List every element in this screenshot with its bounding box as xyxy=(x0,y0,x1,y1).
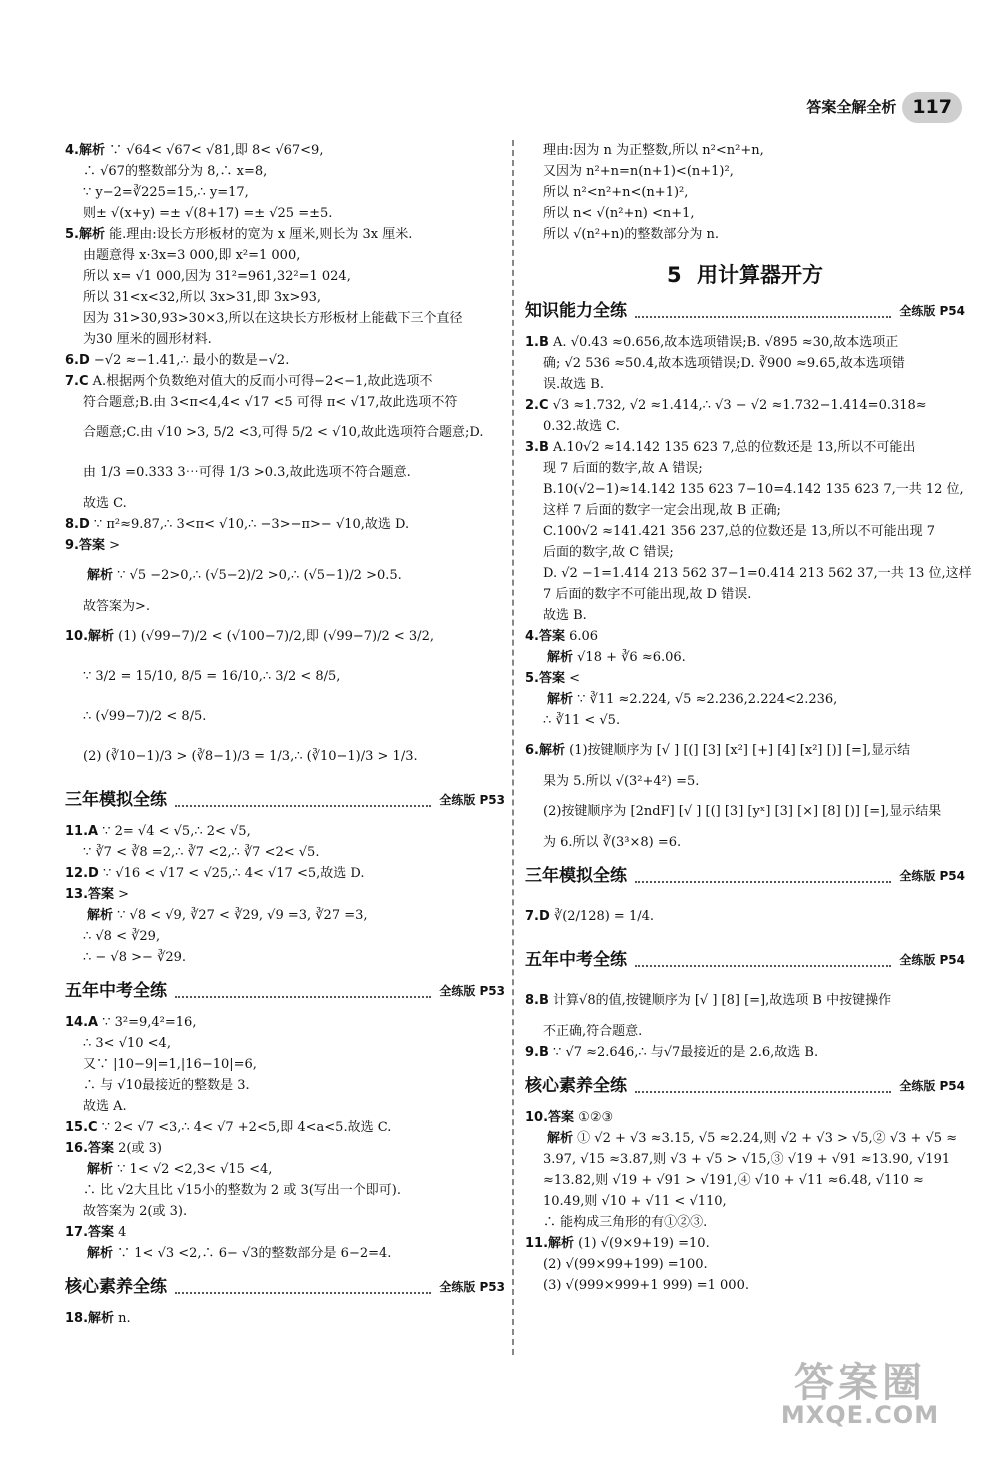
answer-line xyxy=(525,542,965,563)
answer-line xyxy=(525,1021,965,1042)
question-label: 解析 xyxy=(87,568,114,583)
line-text: 6.06 xyxy=(564,629,599,644)
answer-line xyxy=(65,1138,505,1159)
line-text: 能.理由:设长方形板材的宽为 x 厘米,则长为 3x 厘米. xyxy=(104,227,413,242)
header-title: 答案全解全析 xyxy=(806,97,897,116)
answer-line xyxy=(65,1075,505,1096)
answer-line xyxy=(65,884,505,905)
answer-line xyxy=(65,1054,505,1075)
answer-line xyxy=(65,182,505,203)
line-text: ∴ 比 √2大且比 √15小的整数为 2 或 3(写出一个即可). xyxy=(83,1183,401,1198)
question-label: 解析 xyxy=(547,692,574,707)
answer-line xyxy=(525,1149,965,1170)
line-text: (1)按键顺序为 [√ ] [(] [3] [x²] [+] [4] [x²] [)] [=],显示结 xyxy=(564,743,911,758)
question-label: 5.答案 xyxy=(525,671,565,686)
section-page-tag: 全练版 P54 xyxy=(899,869,965,883)
line-text: B.10(√2−1)≈14.142 135 623 7−10=4.142 135 623 7,一共 12 位, xyxy=(543,482,964,497)
line-text: 故选 C. xyxy=(83,496,127,511)
answer-line xyxy=(525,710,965,731)
section-header xyxy=(65,978,505,1004)
section-page-tag: 全练版 P54 xyxy=(899,304,965,318)
answer-line xyxy=(65,863,505,884)
answer-line xyxy=(65,657,505,697)
line-text: 7 后面的数字不可能出现,故 D 错误. xyxy=(543,587,752,602)
line-text: 0.32.故选 C. xyxy=(543,419,620,434)
right-column xyxy=(525,140,972,1296)
line-text: 现 7 后面的数字,故 A 错误; xyxy=(543,461,703,476)
question-label: 1.B xyxy=(525,335,549,350)
watermark xyxy=(740,1360,980,1453)
answer-line xyxy=(65,161,505,182)
line-text: (2)按键顺序为 [2ndF] [√ ] [(] [3] [yˣ] [3] [×] [8] [)] [=],显示结果 xyxy=(543,804,942,819)
line-text: 故答案为 2(或 3). xyxy=(83,1204,188,1219)
line-text: ∵ 1< √2 <2,3< √15 <4, xyxy=(113,1162,273,1177)
section-title: 核心素养全练 xyxy=(525,1075,627,1096)
answer-line xyxy=(65,514,505,535)
line-text: (3) √(999×999+1 999) =1 000. xyxy=(543,1278,749,1293)
answer-line xyxy=(525,521,965,542)
answer-line xyxy=(65,596,505,617)
line-text: ∴ √8 < ∛29, xyxy=(83,929,161,944)
line-text: 为 6.所以 ∛(3³×8) =6. xyxy=(543,835,682,850)
answer-line xyxy=(65,140,505,161)
line-text: 这样 7 后面的数字一定会出现,故 B 正确; xyxy=(543,503,781,518)
line-text: ∴ √67的整数部分为 8,∴ x=8, xyxy=(83,164,268,179)
answer-line xyxy=(525,1275,965,1296)
line-text: ∵ 1< √3 <2,∴ 6− √3的整数部分是 6−2=4. xyxy=(113,1246,392,1261)
line-text: 为30 厘米的圆形材料. xyxy=(83,332,212,347)
question-label: 11.A xyxy=(65,824,99,839)
answer-line xyxy=(525,1254,965,1275)
question-label: 4.解析 xyxy=(65,143,105,158)
answer-line xyxy=(525,161,965,182)
line-text: 不正确,符合题意. xyxy=(543,1024,643,1039)
line-text: 所以 31<x<32,所以 3x>31,即 3x>93, xyxy=(83,290,322,305)
line-text: 故答案为>. xyxy=(83,599,151,614)
question-label: 2.C xyxy=(525,398,549,413)
answer-line xyxy=(525,224,965,245)
line-text: ∴ 与 √10最接近的整数是 3. xyxy=(83,1078,250,1093)
section-leader-dots xyxy=(635,869,891,883)
answer-line xyxy=(65,329,505,350)
answer-line xyxy=(65,1096,505,1117)
answer-line xyxy=(65,1308,505,1329)
answer-line xyxy=(525,374,965,395)
line-text: ∴ − √8 >− ∛29. xyxy=(83,950,186,965)
line-text: ∵ y−2=∛225=15,∴ y=17, xyxy=(83,185,249,200)
line-text: ∵ ∛11 ≈2.224, √5 ≈2.236,2.224<2.236, xyxy=(573,692,838,707)
line-text: ∵ 2< √7 <3,∴ 4< √7 +2<5,即 4<a<5.故选 C. xyxy=(97,1120,392,1135)
answer-line xyxy=(65,926,505,947)
answer-line xyxy=(65,556,505,596)
line-text: > xyxy=(114,887,130,902)
answer-line xyxy=(525,626,965,647)
line-text: A. √0.43 ≈0.656,故本选项错误;B. √895 ≈30,故本选项正 xyxy=(548,335,899,350)
question-label: 解析 xyxy=(547,650,574,665)
question-label: 解析 xyxy=(87,908,114,923)
section-header xyxy=(65,787,505,813)
section-header xyxy=(525,863,965,889)
line-text: ① √2 + √3 ≈3.15, √5 ≈2.24,则 √2 + √3 > √5,② √3 + √5 ≈ xyxy=(573,1131,958,1146)
section-header xyxy=(525,1073,965,1099)
line-text: A.根据两个负数绝对值大的反而小可得−2<−1,故此选项不 xyxy=(88,374,433,389)
line-text: 故选 B. xyxy=(543,608,587,623)
answer-line xyxy=(65,535,505,556)
section-title: 知识能力全练 xyxy=(525,300,627,321)
line-text: 又∵ |10−9|=1,|16−10|=6, xyxy=(83,1057,257,1072)
answer-line xyxy=(65,1033,505,1054)
answer-line xyxy=(525,832,965,853)
answer-line xyxy=(65,287,505,308)
section-page-tag: 全练版 P53 xyxy=(439,793,505,807)
section-leader-dots xyxy=(175,1280,431,1294)
question-label: 10.解析 xyxy=(65,629,115,644)
answer-line xyxy=(65,371,505,392)
line-text: ∵ π²≈9.87,∴ 3<π< √10,∴ −3>−π>− √10,故选 D. xyxy=(89,517,410,532)
question-label: 7.C xyxy=(65,374,89,389)
question-label: 6.解析 xyxy=(525,743,565,758)
section-title: 三年模拟全练 xyxy=(65,789,167,810)
section-leader-dots xyxy=(635,953,891,967)
answer-line xyxy=(525,668,965,689)
answer-line xyxy=(525,792,965,832)
chapter-number: 5 xyxy=(667,263,682,287)
question-label: 9.答案 xyxy=(65,538,105,553)
line-text: 后面的数字,故 C 错误; xyxy=(543,545,674,560)
question-label: 15.C xyxy=(65,1120,98,1135)
question-label: 14.A xyxy=(65,1015,99,1030)
line-text: ∛(2/128) = 1/4. xyxy=(549,909,655,924)
answer-line xyxy=(65,1012,505,1033)
answer-line xyxy=(65,453,505,493)
line-text: 果为 5.所以 √(3²+4²) =5. xyxy=(543,774,700,789)
line-text: 合题意;C.由 √10 >3, 5/2 <3,可得 5/2 < √10,故此选项符合题意;D. xyxy=(83,425,484,440)
question-label: 解析 xyxy=(87,1246,114,1261)
section-header xyxy=(525,947,965,973)
left-column xyxy=(65,140,505,1329)
answer-line xyxy=(65,1243,505,1264)
line-text: 所以 n²<n²+n<(n+1)², xyxy=(543,185,689,200)
answer-line xyxy=(65,203,505,224)
line-text: 确; √2 536 ≈50.4,故本选项错误;D. ∛900 ≈9.65,故本选项错 xyxy=(543,356,905,371)
question-label: 3.B xyxy=(525,440,549,455)
line-text: −√2 ≈−1.41,∴ 最小的数是−√2. xyxy=(89,353,290,368)
section-leader-dots xyxy=(175,793,431,807)
answer-line xyxy=(65,1159,505,1180)
line-text: ∵ 2= √4 < √5,∴ 2< √5, xyxy=(98,824,251,839)
question-label: 9.B xyxy=(525,1045,549,1060)
answer-line xyxy=(525,1128,965,1149)
answer-line xyxy=(525,1107,965,1128)
line-text: A.10√2 ≈14.142 135 623 7,总的位数还是 13,所以不可能出 xyxy=(548,440,916,455)
line-text: ∴ (√99−7)/2 < 8/5. xyxy=(83,709,207,724)
line-text: (1) (√99−7)/2 < (√100−7)/2,即 (√99−7)/2 < 3/2, xyxy=(114,629,434,644)
page-header xyxy=(806,90,962,124)
line-text: 由 1/3 =0.333 3⋯可得 1/3 >0.3,故此选项不符合题意. xyxy=(83,465,411,480)
chapter-heading xyxy=(525,265,965,286)
question-label: 解析 xyxy=(547,1131,574,1146)
line-text: 误.故选 B. xyxy=(543,377,604,392)
section-title: 五年中考全练 xyxy=(65,980,167,1001)
line-text: 所以 x= √1 000,因为 31²=961,32²=1 024, xyxy=(83,269,351,284)
line-text: 计算√8的值,按键顺序为 [√ ] [8] [=],故选项 B 中按键操作 xyxy=(548,993,892,1008)
answer-line xyxy=(65,413,505,453)
section-leader-dots xyxy=(635,1079,891,1093)
question-label: 17.答案 xyxy=(65,1225,115,1240)
answer-line xyxy=(65,493,505,514)
line-text: ∵ √5 −2>0,∴ (√5−2)/2 >0,∴ (√5−1)/2 >0.5. xyxy=(113,568,402,583)
line-text: C.100√2 ≈141.421 356 237,总的位数还是 13,所以不可能出现 7 xyxy=(543,524,935,539)
question-label: 13.答案 xyxy=(65,887,115,902)
answer-line xyxy=(65,1201,505,1222)
line-text: ∵ √64< √67< √81,即 8< √67<9, xyxy=(104,143,324,158)
page-number: 117 xyxy=(902,92,962,123)
answer-line xyxy=(65,697,505,737)
answer-line xyxy=(525,1042,965,1063)
answer-line xyxy=(525,771,965,792)
line-text: 由题意得 x·3x=3 000,即 x²=1 000, xyxy=(83,248,301,263)
answer-line xyxy=(525,1170,965,1191)
answer-line xyxy=(525,395,965,416)
question-label: 8.B xyxy=(525,993,549,1008)
question-label: 11.解析 xyxy=(525,1236,575,1251)
line-text: ∵ √8 < √9, ∛27 < ∛29, √9 =3, ∛27 =3, xyxy=(113,908,368,923)
answer-line xyxy=(525,500,965,521)
line-text: ①②③ xyxy=(574,1110,614,1125)
line-text: 又因为 n²+n=n(n+1)<(n+1)², xyxy=(543,164,734,179)
answer-line xyxy=(525,458,965,479)
section-page-tag: 全练版 P54 xyxy=(899,953,965,967)
line-text: √3 ≈1.732, √2 ≈1.414,∴ √3 − √2 ≈1.732−1.414=0.318≈ xyxy=(548,398,927,413)
answer-line xyxy=(65,266,505,287)
line-text: 10.49,则 √10 + √11 < √110, xyxy=(543,1194,727,1209)
section-title: 五年中考全练 xyxy=(525,949,627,970)
answer-line xyxy=(525,1191,965,1212)
line-text: 因为 31>30,93>30×3,所以在这块长方形板材上能截下三个直径 xyxy=(83,311,463,326)
question-label: 解析 xyxy=(87,1162,114,1177)
line-text: > xyxy=(104,538,121,553)
section-page-tag: 全练版 P53 xyxy=(439,1280,505,1294)
line-text: ∴ 3< √10 <4, xyxy=(83,1036,171,1051)
answer-line xyxy=(65,905,505,926)
watermark-url: MXQE.COM xyxy=(780,1401,940,1429)
question-label: 12.D xyxy=(65,866,99,881)
line-text: 则± √(x+y) =± √(8+17) =± √25 =±5. xyxy=(83,206,333,221)
section-leader-dots xyxy=(635,304,891,318)
line-text: 所以 √(n²+n)的整数部分为 n. xyxy=(543,227,720,242)
line-text: 故选 A. xyxy=(83,1099,127,1114)
line-text: ∵ 3²=9,4²=16, xyxy=(98,1015,197,1030)
question-label: 8.D xyxy=(65,517,90,532)
line-text: 所以 n< √(n²+n) <n+1, xyxy=(543,206,695,221)
line-text: D. √2 −1=1.414 213 562 37−1=0.414 213 562 37,一共 13 位,这样 xyxy=(543,566,972,581)
line-text: 2(或 3) xyxy=(114,1141,162,1156)
answer-line xyxy=(525,353,965,374)
line-text: 4 xyxy=(114,1225,127,1240)
section-title: 核心素养全练 xyxy=(65,1276,167,1297)
line-text: ∵ √16 < √17 < √25,∴ 4< √17 <5,故选 D. xyxy=(98,866,365,881)
answer-line xyxy=(65,737,505,777)
line-text: (1) √(9×9+19) =10. xyxy=(574,1236,710,1251)
answer-line xyxy=(65,842,505,863)
question-label: 5.解析 xyxy=(65,227,105,242)
answer-line xyxy=(525,479,965,500)
section-page-tag: 全练版 P54 xyxy=(899,1079,965,1093)
line-text: ∴ 能构成三角形的有①②③. xyxy=(543,1215,708,1230)
answer-line xyxy=(525,203,965,224)
question-label: 6.D xyxy=(65,353,90,368)
question-label: 18.解析 xyxy=(65,1311,115,1326)
answer-line xyxy=(525,981,965,1021)
answer-line xyxy=(525,1212,965,1233)
answer-line xyxy=(525,584,965,605)
answer-line xyxy=(525,731,965,771)
answer-line xyxy=(525,605,965,626)
line-text: 3.97, √15 ≈3.87,则 √3 + √5 > √15,③ √19 + √91 ≈13.90, √191 xyxy=(543,1152,951,1167)
line-text: < xyxy=(564,671,581,686)
section-page-tag: 全练版 P53 xyxy=(439,984,505,998)
question-label: 7.D xyxy=(525,909,550,924)
line-text: (2) (∛10−1)/3 > (∛8−1)/3 = 1/3,∴ (∛10−1)/3 > 1/3. xyxy=(83,749,418,764)
section-header xyxy=(525,298,965,324)
line-text: ≈13.82,则 √19 + √91 > √191,④ √10 + √11 ≈6.48, √110 ≈ xyxy=(543,1173,924,1188)
line-text: ∵ √7 ≈2.646,∴ 与√7最接近的是 2.6,故选 B. xyxy=(548,1045,819,1060)
section-header xyxy=(65,1274,505,1300)
answer-line xyxy=(65,1117,505,1138)
answer-line xyxy=(65,224,505,245)
line-text: n. xyxy=(114,1311,131,1326)
answer-line xyxy=(65,821,505,842)
answer-line xyxy=(525,563,972,584)
answer-line xyxy=(65,1222,505,1243)
answer-line xyxy=(65,392,505,413)
line-text: 符合题意;B.由 3<π<4,4< √17 <5 可得 π< √17,故此选项不符 xyxy=(83,395,458,410)
answer-line xyxy=(65,245,505,266)
line-text: ∵ ∛7 < ∛8 =2,∴ ∛7 <2,∴ ∛7 <2< √5. xyxy=(83,845,320,860)
question-label: 10.答案 xyxy=(525,1110,575,1125)
answer-line xyxy=(65,947,505,968)
line-text: ∵ 3/2 = 15/10, 8/5 = 16/10,∴ 3/2 < 8/5, xyxy=(83,669,341,684)
line-text: 理由:因为 n 为正整数,所以 n²<n²+n, xyxy=(543,143,764,158)
answer-line xyxy=(65,308,505,329)
answer-line xyxy=(525,1233,965,1254)
question-label: 4.答案 xyxy=(525,629,565,644)
line-text: (2) √(99×99+199) =100. xyxy=(543,1257,708,1272)
chapter-title: 用计算器开方 xyxy=(696,263,823,287)
answer-line xyxy=(525,140,965,161)
column-divider xyxy=(512,140,514,1355)
answer-line xyxy=(525,437,965,458)
answer-line xyxy=(65,350,505,371)
section-title: 三年模拟全练 xyxy=(525,865,627,886)
answer-line xyxy=(525,689,965,710)
answer-line xyxy=(65,617,505,657)
question-label: 16.答案 xyxy=(65,1141,115,1156)
answer-line xyxy=(525,416,965,437)
watermark-text: 答案圈 xyxy=(794,1360,926,1406)
answer-line xyxy=(525,332,965,353)
line-text: √18 + ∛6 ≈6.06. xyxy=(573,650,686,665)
answer-line xyxy=(65,1180,505,1201)
answer-line xyxy=(525,897,965,937)
answer-line xyxy=(525,647,965,668)
section-leader-dots xyxy=(175,984,431,998)
answer-line xyxy=(525,182,965,203)
line-text: ∴ ∛11 < √5. xyxy=(543,713,621,728)
